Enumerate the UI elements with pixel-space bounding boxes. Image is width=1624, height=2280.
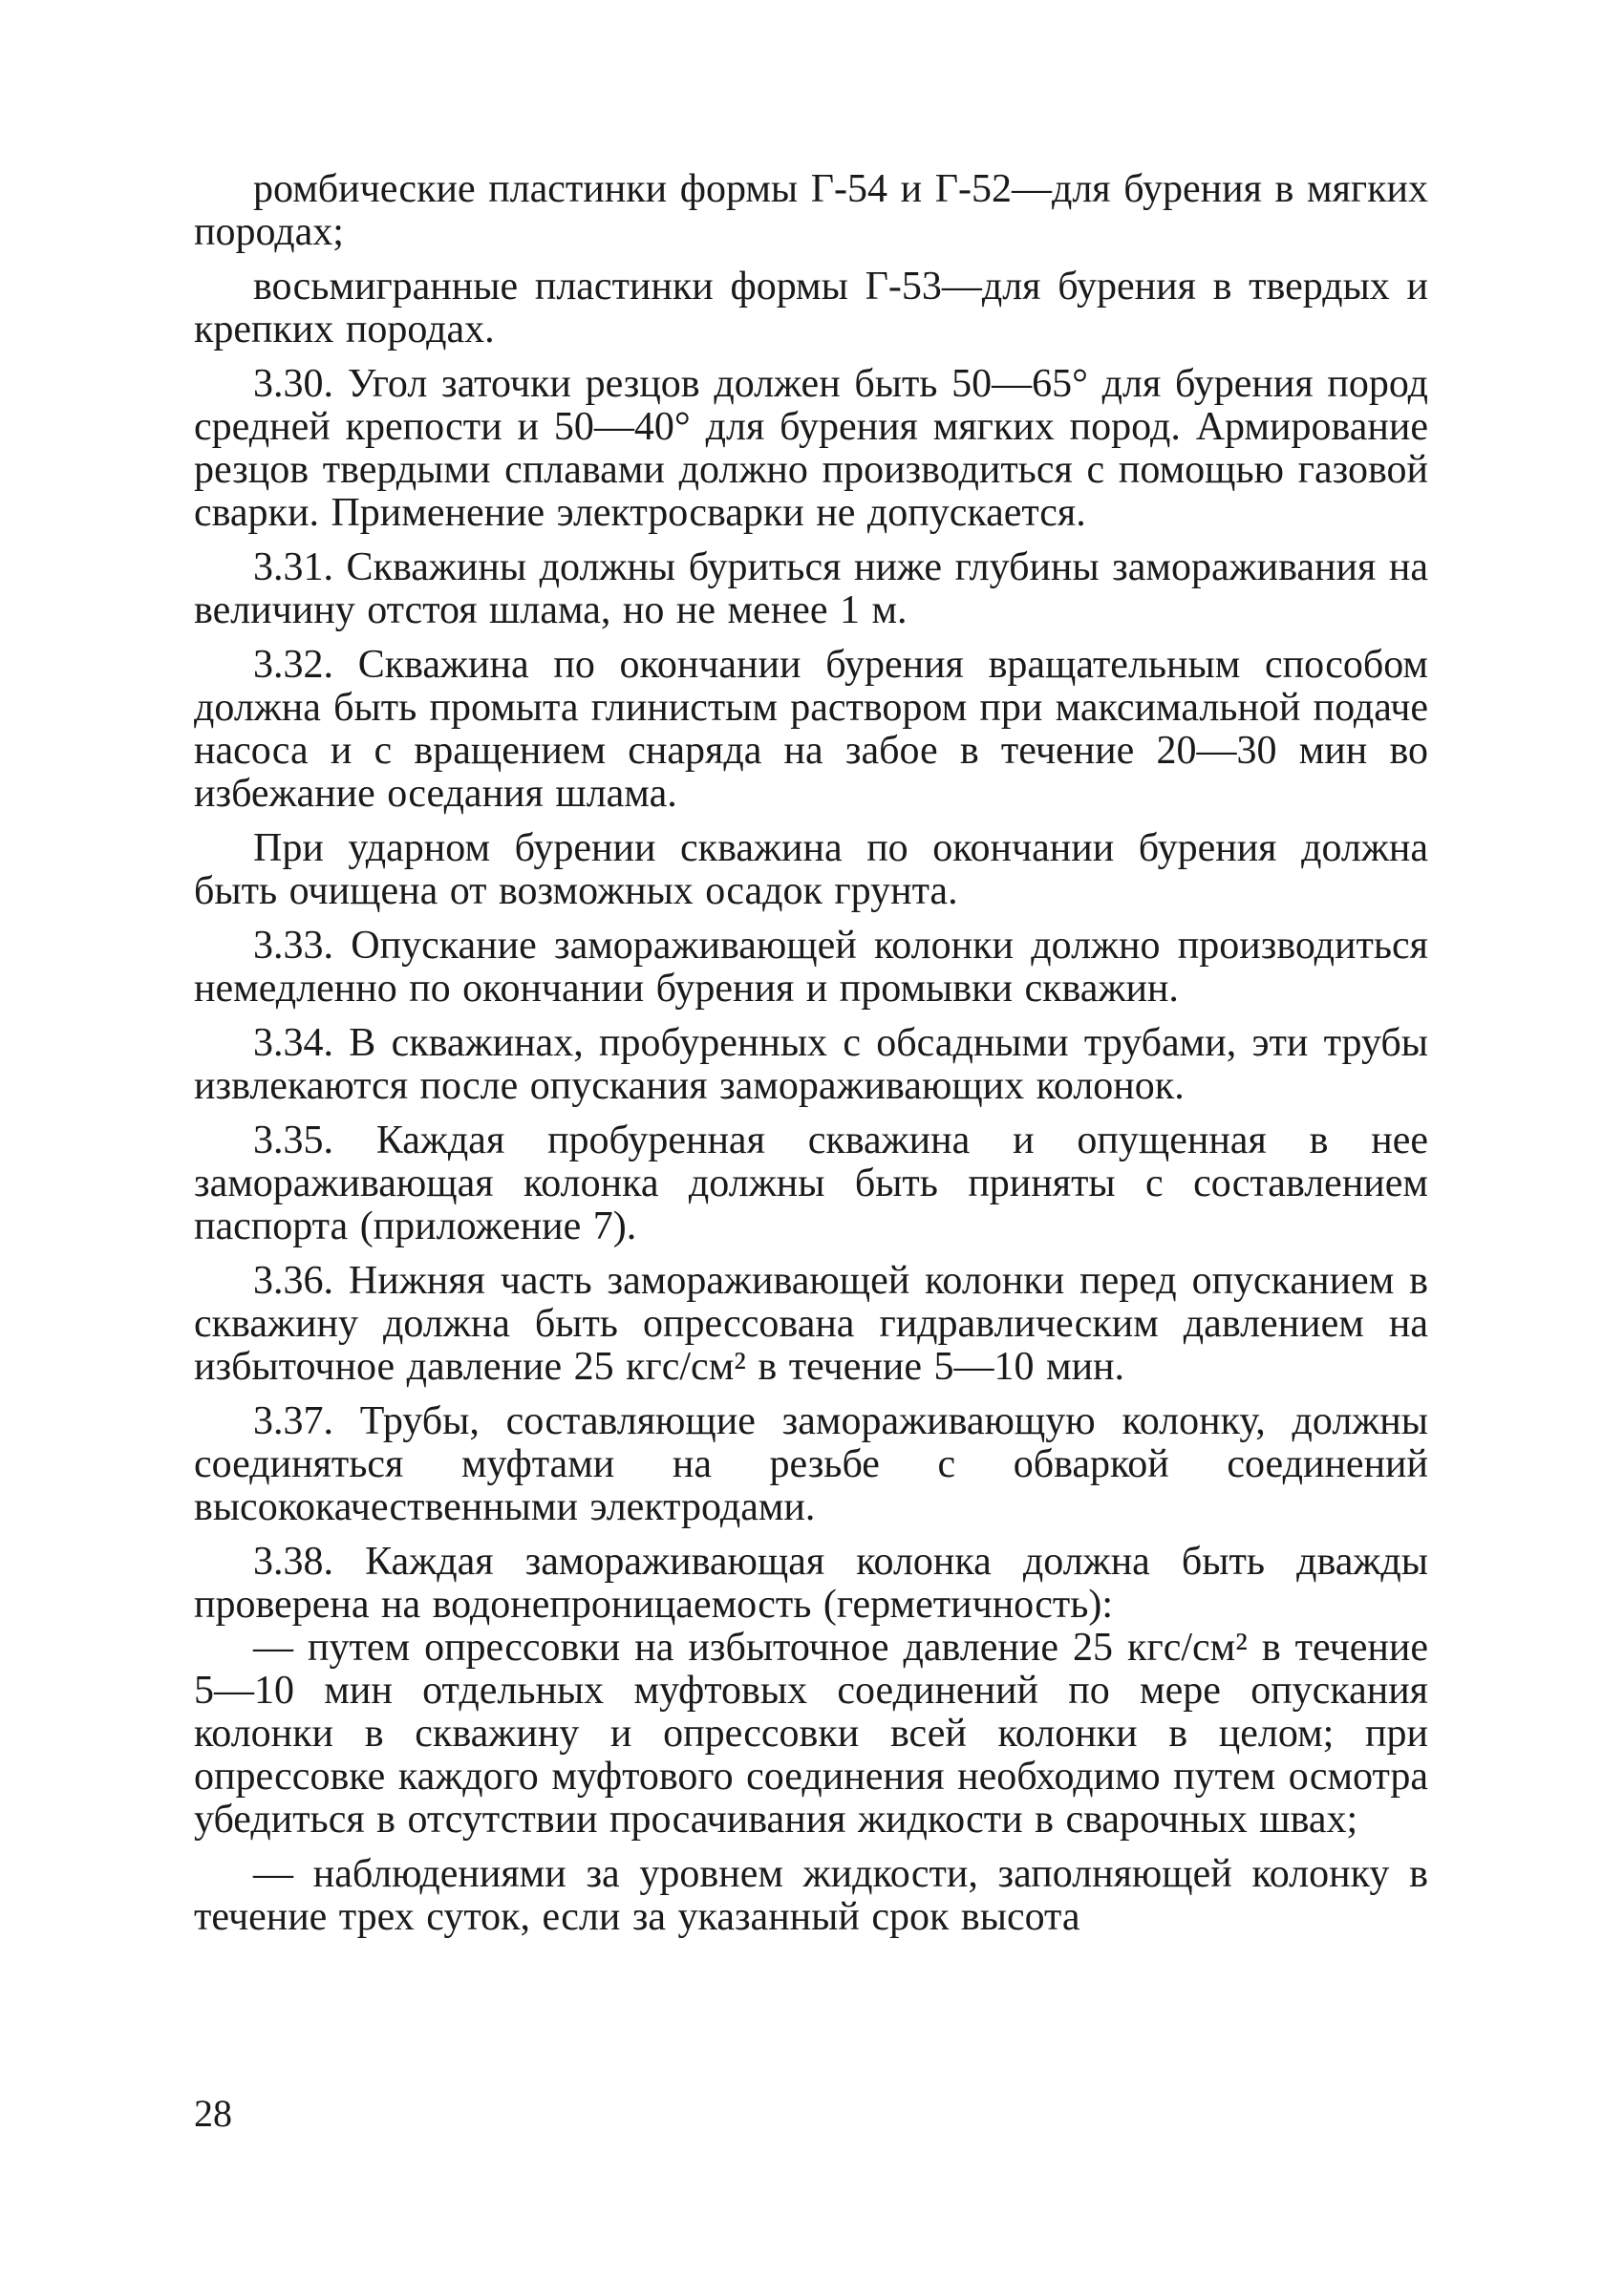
paragraph-3-35: 3.35. Каждая пробуренная скважина и опущенная в нее замораживающая колонка должны быть приняты с составлением паспорта (приложение 7). bbox=[194, 1119, 1428, 1248]
paragraph-pressure-test-item: — путем опрессовки на избыточное давление 25 кгс/см² в течение 5—10 мин отдельных муфтовых соединений по мере опускания колонки в скважину и опрессовки всей колонки в целом; при опрессовке каждого муфтового соединения необходимо путем осмотра убедиться в отсутствии просачивания жидкости в сварочных швах; bbox=[194, 1626, 1428, 1842]
paragraph-3-37: 3.37. Трубы, составляющие замораживающую колонку, должны соединяться муфтами на резьбе с обваркой соединений высококачественными электродами. bbox=[194, 1399, 1428, 1529]
paragraph-3-31: 3.31. Скважины должны буриться ниже глубины замораживания на величину отстоя шлама, но не менее 1 м. bbox=[194, 545, 1428, 632]
paragraph-3-32: 3.32. Скважина по окончании бурения вращательным способом должна быть промыта глинистым раствором при максимальной подаче насоса и с вращением снаряда на забое в течение 20—30 мин во избежание оседания шлама. bbox=[194, 643, 1428, 816]
paragraph-3-38: 3.38. Каждая замораживающая колонка должна быть дважды проверена на водонепроницаемость (герметичность): bbox=[194, 1540, 1428, 1627]
page-body bbox=[194, 168, 1428, 1939]
paragraph-3-34: 3.34. В скважинах, пробуренных с обсадными трубами, эти трубы извлекаются после опускания замораживающих колонок. bbox=[194, 1021, 1428, 1108]
paragraph-3-30: 3.30. Угол заточки резцов должен быть 50—65° для бурения пород средней крепости и 50—40° для бурения мягких пород. Армирование резцов твердыми сплавами должно производиться с помощью газовой сварки. Применение электросварки не допускается. bbox=[194, 362, 1428, 535]
paragraph-3-33: 3.33. Опускание замораживающей колонки должно производиться немедленно по окончании бурения и промывки скважин. bbox=[194, 924, 1428, 1011]
paragraph-3-36: 3.36. Нижняя часть замораживающей колонки перед опусканием в скважину должна быть опрессована гидравлическим давлением на избыточное давление 25 кгс/см² в течение 5—10 мин. bbox=[194, 1259, 1428, 1389]
paragraph-percussion-drilling: При ударном бурении скважина по окончании бурения должна быть очищена от возможных осадок грунта. bbox=[194, 826, 1428, 913]
paragraph-observation-item: — наблюдениями за уровнем жидкости, заполняющей колонку в течение трех суток, если за указанный срок высота bbox=[194, 1852, 1428, 1939]
page-number: 28 bbox=[194, 2092, 232, 2135]
paragraph-octagonal-plates: восьмигранные пластинки формы Г-53—для бурения в твердых и крепких породах. bbox=[194, 265, 1428, 352]
paragraph-rhombic-plates: ромбические пластинки формы Г-54 и Г-52—для бурения в мягких породах; bbox=[194, 167, 1428, 254]
